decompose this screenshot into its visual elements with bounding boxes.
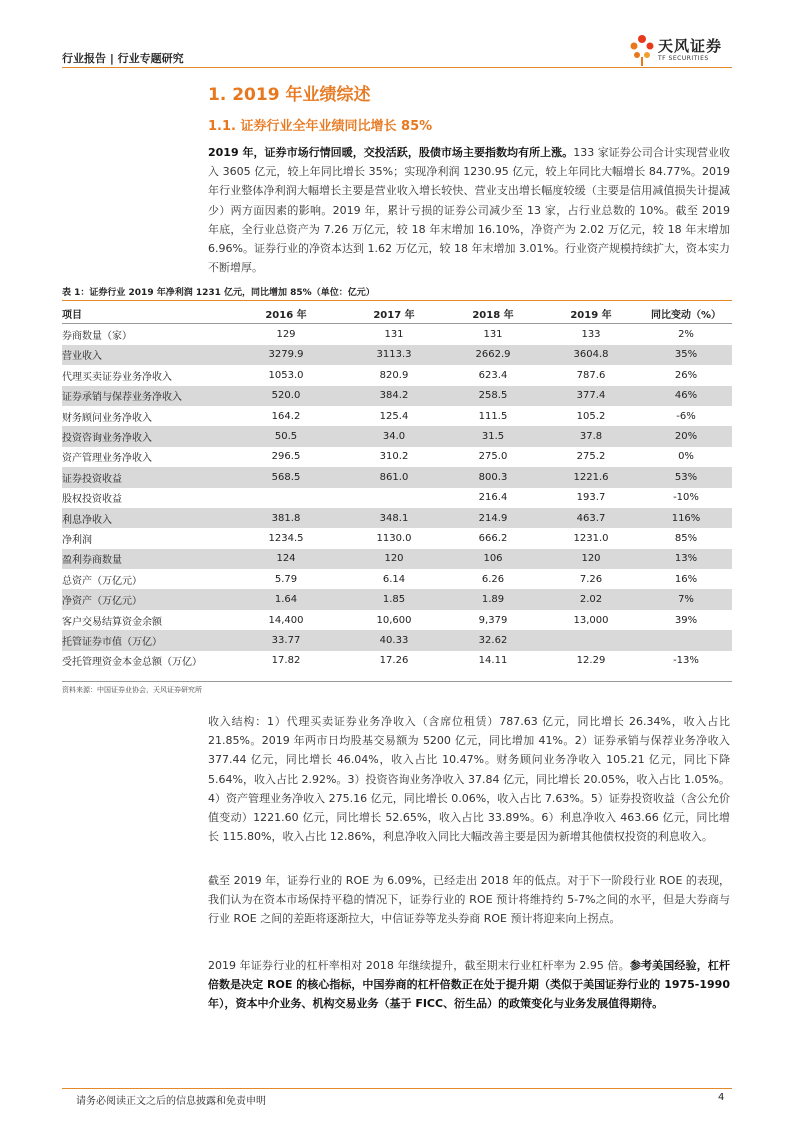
row-label: 营业收入 [62, 345, 228, 365]
cell-value: 568.5 [228, 467, 344, 487]
cell-value: 6.14 [382, 573, 406, 585]
brand-logo [628, 33, 738, 69]
row-label: 受托管理资金本金总额（万亿） [62, 657, 202, 669]
cell-value: 1231.0 [573, 532, 609, 544]
table-row [62, 610, 732, 630]
cell-value: 1.85 [344, 589, 444, 609]
row-label: 券商数量（家） [62, 331, 132, 343]
cell-value: 120 [344, 549, 444, 569]
cell-value: 275.0 [478, 451, 508, 463]
cell-value: 131 [483, 329, 503, 341]
cell-value [640, 630, 732, 650]
cell-value: 53% [640, 467, 732, 487]
cell-value: -13% [673, 655, 699, 667]
table-row [62, 345, 732, 365]
page-number: 4 [718, 1092, 725, 1103]
cell-value: 6.26 [481, 573, 505, 585]
column-header: 同比变动（%） [640, 303, 732, 324]
cell-value [344, 488, 444, 508]
cell-value: 0% [678, 451, 694, 463]
cell-value: 310.2 [379, 451, 409, 463]
income-structure-paragraph: 收入结构：1）代理买卖证券业务净收入（含席位租赁）787.63 亿元，同比增长 26.34%，收入占比 21.85%。2019 年两市日均股基交易额为 5200 亿元，同比增加 41%。2）证券承销与保荐业务净收入 377.44 亿元，同比增长 46.04%，收入占比 10.47%。财务顾问业务净收入 105.21 亿元，同比下降 5.64%，收入占比 2.92%。3）投资咨询业务净收入 37.84 亿元，同比增长 20.05%，收入占比 1.05%。4）资产管理业务净收入 275.16 亿元，同比增长 0.06%，收入占比 7.63%。5）证券投资收益（含公允价值变动）1221.60 亿元，同比增长 52.65%，收入占比 33.89%。6）利息净收入 463.66 亿元，同比增长 115.80%，收入占比 12.86%，利息净收入同比大幅改善主要是因为新增其他债权投资的利息收入。 [208, 715, 730, 844]
cell-value: 1221.6 [542, 467, 640, 487]
table-row [62, 467, 732, 487]
cell-value: 14.11 [478, 655, 508, 667]
row-label: 证券投资收益 [62, 467, 228, 487]
cell-value: 2662.9 [444, 345, 542, 365]
intro-body: 133 家证券公司合计实现营业收入 3605 亿元，较上年同比增长 35%；实现净利润 1230.95 亿元，较上年同比大幅增长 84.77%。2019 年行业整体净利润大幅增长主要是营业收入增长较快、营业支出增长幅度较缓（主要是信用减值损失计提减少）两方面因素的影响。2019 年，累计亏损的证券公司减少至 13 家，占行业总数的 10%。截至 2019 年底，全行业总资产为 7.26 万亿元，较 18 年末增加 16.10%，净资产为 2.02 万亿元，较 18 年末增加 6.96%。证券行业的净资本达到 1.62 万亿元，较 18 年末增加 3.01%。行业资产规模持续扩大，资本实力不断增厚。 [208, 146, 730, 275]
cell-value: 120 [542, 549, 640, 569]
cell-value: 13% [640, 549, 732, 569]
cell-value: 14,400 [268, 614, 304, 626]
cell-value: 1053.0 [268, 369, 304, 381]
cell-value: 12.29 [576, 655, 606, 667]
table-row [62, 488, 732, 508]
row-label: 代理买卖证券业务净收入 [62, 371, 172, 383]
report-category: 行业报告 | 行业专题研究 [62, 52, 184, 65]
cell-value: 125.4 [379, 410, 409, 422]
cell-value [542, 630, 640, 650]
cell-value: 193.7 [576, 492, 606, 504]
cell-value: 16% [674, 573, 698, 585]
cell-value: 32.62 [444, 630, 542, 650]
cell-value: 463.7 [542, 508, 640, 528]
row-label: 财务顾问业务净收入 [62, 412, 152, 424]
cell-value: 9,379 [478, 614, 508, 626]
cell-value: 105.2 [576, 410, 606, 422]
leverage-text: 2019 年证券行业的杠杆率相对 2018 年继续提升，截至期末行业杠杆率为 2.95 倍。 [208, 959, 630, 972]
cell-value: 35% [640, 345, 732, 365]
table-row [62, 426, 732, 446]
roe-paragraph: 截至 2019 年，证券行业的 ROE 为 6.09%，已经走出 2018 年的低点。对于下一阶段行业 ROE 的表现，我们认为在资本市场保持平稳的情况下，证券行业的 ROE 预计将维持约 5-7%之间的水平，但是大券商与行业 ROE 之间的差距将逐渐拉大，中信证券等龙头券商 ROE 预计将迎来向上拐点。 [208, 874, 730, 926]
column-header: 2019 年 [542, 303, 640, 324]
row-label: 资产管理业务净收入 [62, 453, 152, 465]
cell-value: 5.79 [274, 573, 298, 585]
cell-value: 129 [276, 329, 296, 341]
row-label: 盈利券商数量 [62, 549, 228, 569]
cell-value: 275.2 [576, 451, 606, 463]
cell-value: 46% [640, 386, 732, 406]
cell-value: 50.5 [228, 426, 344, 446]
cell-value [228, 488, 344, 508]
table-row [62, 589, 732, 609]
cell-value: 13,000 [573, 614, 609, 626]
cell-value: 31.5 [444, 426, 542, 446]
row-label: 客户交易结算资金余额 [62, 616, 162, 628]
cell-value: 37.8 [542, 426, 640, 446]
cell-value: 384.2 [344, 386, 444, 406]
table-row [62, 651, 732, 671]
section-heading: 1. 2019 年业绩综述 [208, 85, 371, 105]
cell-value: 111.5 [478, 410, 508, 422]
cell-value: 296.5 [271, 451, 301, 463]
brand-name-cn: 天风证券 [658, 37, 723, 55]
row-label: 证券承销与保荐业务净收入 [62, 386, 228, 406]
cell-value: 1130.0 [376, 532, 412, 544]
cell-value: 164.2 [271, 410, 301, 422]
cell-value: 1.89 [444, 589, 542, 609]
cell-value: 787.6 [576, 369, 606, 381]
disclaimer-text: 请务必阅读正文之后的信息披露和免责申明 [76, 1096, 266, 1107]
column-header: 2017 年 [344, 303, 444, 324]
cell-value: 2% [678, 329, 694, 341]
cell-value: -6% [676, 410, 696, 422]
cell-value: 7% [640, 589, 732, 609]
cell-value: 33.77 [228, 630, 344, 650]
table-source: 资料来源：中国证券业协会，天风证券研究所 [62, 686, 202, 694]
cell-value: 3279.9 [228, 345, 344, 365]
row-label: 投资咨询业务净收入 [62, 426, 228, 446]
cell-value: 17.26 [379, 655, 409, 667]
cell-value: 214.9 [444, 508, 542, 528]
table-row [62, 569, 732, 589]
subsection-heading: 1.1. 证券行业全年业绩同比增长 85% [208, 119, 433, 134]
table-body [62, 324, 732, 671]
cell-value: 106 [444, 549, 542, 569]
cell-value: 17.82 [271, 655, 301, 667]
cell-value: 800.3 [444, 467, 542, 487]
table-row [62, 365, 732, 385]
cell-value: 258.5 [444, 386, 542, 406]
table-row [62, 447, 732, 467]
table-bottom-rule [62, 681, 732, 682]
flower-logo-icon [628, 33, 656, 67]
cell-value: 1234.5 [268, 532, 304, 544]
column-header: 2018 年 [444, 303, 542, 324]
row-label: 净资产（万亿元） [62, 589, 228, 609]
cell-value: 1.64 [228, 589, 344, 609]
cell-value: -10% [673, 492, 699, 504]
intro-bold-lead: 2019 年，证券市场行情回暖，交投活跃，股债市场主要指数均有所上涨。 [208, 146, 574, 159]
cell-value: 20% [640, 426, 732, 446]
table-row [62, 406, 732, 426]
leverage-paragraph [208, 956, 730, 1014]
cell-value: 520.0 [228, 386, 344, 406]
cell-value: 124 [228, 549, 344, 569]
header-divider [62, 67, 732, 68]
cell-value: 348.1 [344, 508, 444, 528]
cell-value: 39% [674, 614, 698, 626]
cell-value: 133 [581, 329, 601, 341]
table-top-rule [62, 300, 732, 301]
column-header: 2016 年 [228, 303, 344, 324]
cell-value: 820.9 [379, 369, 409, 381]
leverage-bold: 参考美国经验，杠杆倍数是决定 ROE 的核心指标，中国券商的杠杆倍数正在处于提升期（类似于美国证券行业的 1975-1990 年），资本中介业务、机构交易业务（基于 FICC、衍生品）的政策变化与业务发展值得期待。 [208, 959, 730, 1011]
financial-table [62, 303, 732, 671]
table-row [62, 508, 732, 528]
table-title: 表 1：证券行业 2019 年净利润 1231 亿元，同比增加 85%（单位：亿元） [62, 288, 375, 298]
table-row [62, 528, 732, 548]
cell-value: 34.0 [344, 426, 444, 446]
table-row [62, 386, 732, 406]
row-label: 净利润 [62, 534, 92, 546]
cell-value: 10,600 [376, 614, 412, 626]
row-label: 利息净收入 [62, 508, 228, 528]
column-header: 项目 [62, 303, 228, 324]
table-header-row [62, 303, 732, 324]
table-row [62, 324, 732, 345]
brand-name-en: TF SECURITIES [658, 55, 709, 62]
intro-paragraph [208, 143, 730, 277]
cell-value: 116% [640, 508, 732, 528]
cell-value: 131 [384, 329, 404, 341]
cell-value: 381.8 [228, 508, 344, 528]
row-label: 股权投资收益 [62, 494, 122, 506]
cell-value: 85% [674, 532, 698, 544]
table-row [62, 549, 732, 569]
table-row [62, 630, 732, 650]
cell-value: 40.33 [344, 630, 444, 650]
cell-value: 377.4 [542, 386, 640, 406]
cell-value: 7.26 [579, 573, 603, 585]
cell-value: 3113.3 [344, 345, 444, 365]
row-label: 托管证券市值（万亿） [62, 630, 228, 650]
cell-value: 861.0 [344, 467, 444, 487]
footer-divider [62, 1088, 732, 1089]
row-label: 总资产（万亿元） [62, 575, 142, 587]
cell-value: 26% [674, 369, 698, 381]
cell-value: 2.02 [542, 589, 640, 609]
cell-value: 3604.8 [542, 345, 640, 365]
cell-value: 216.4 [478, 492, 508, 504]
cell-value: 666.2 [478, 532, 508, 544]
cell-value: 623.4 [478, 369, 508, 381]
